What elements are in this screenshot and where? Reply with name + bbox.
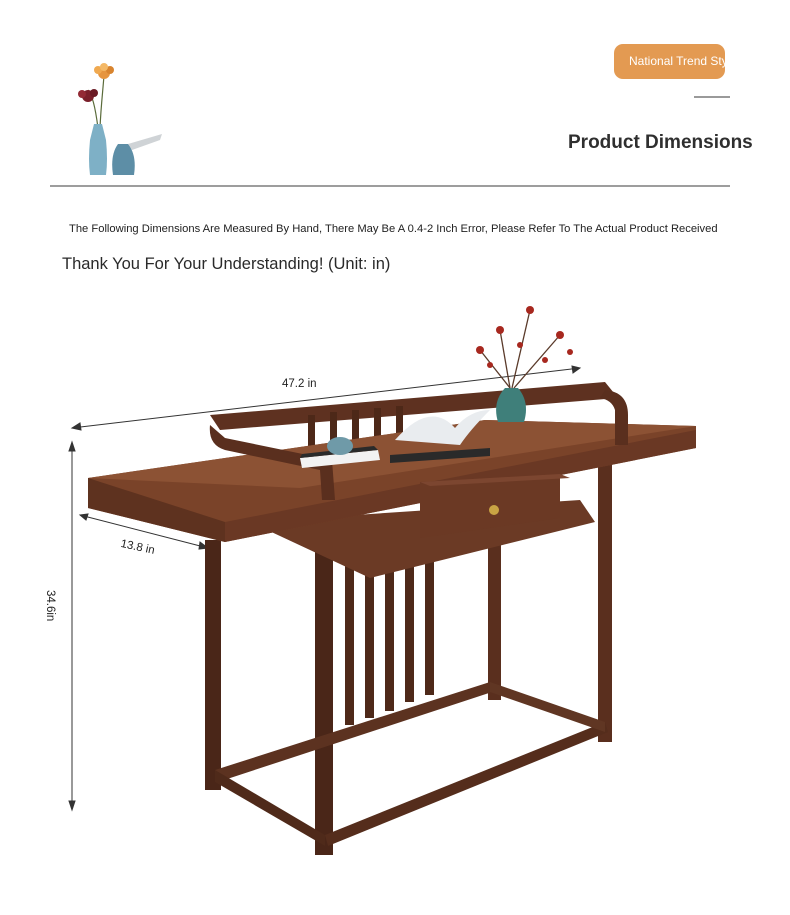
red-flower-icon xyxy=(78,89,98,102)
category-badge: National Trend Style xyxy=(614,44,725,79)
unit-note: Thank You For Your Understanding! (Unit: in) xyxy=(62,255,391,273)
depth-dimension-label: 13.8 in xyxy=(119,538,156,557)
width-dimension-label: 47.2 in xyxy=(282,378,317,390)
orange-flower-icon xyxy=(94,63,114,79)
section-title: Product Dimensions xyxy=(568,132,753,153)
divider-short xyxy=(694,96,730,98)
divider xyxy=(50,185,730,187)
vase-flower-illustration xyxy=(70,60,170,180)
measurement-note: The Following Dimensions Are Measured By Hand, There May Be A 0.4-2 Inch Error, Please Refer To The Actual Product Received xyxy=(69,223,718,235)
console-desk-image xyxy=(60,290,740,870)
height-dimension-label: 34.6in xyxy=(44,590,56,622)
